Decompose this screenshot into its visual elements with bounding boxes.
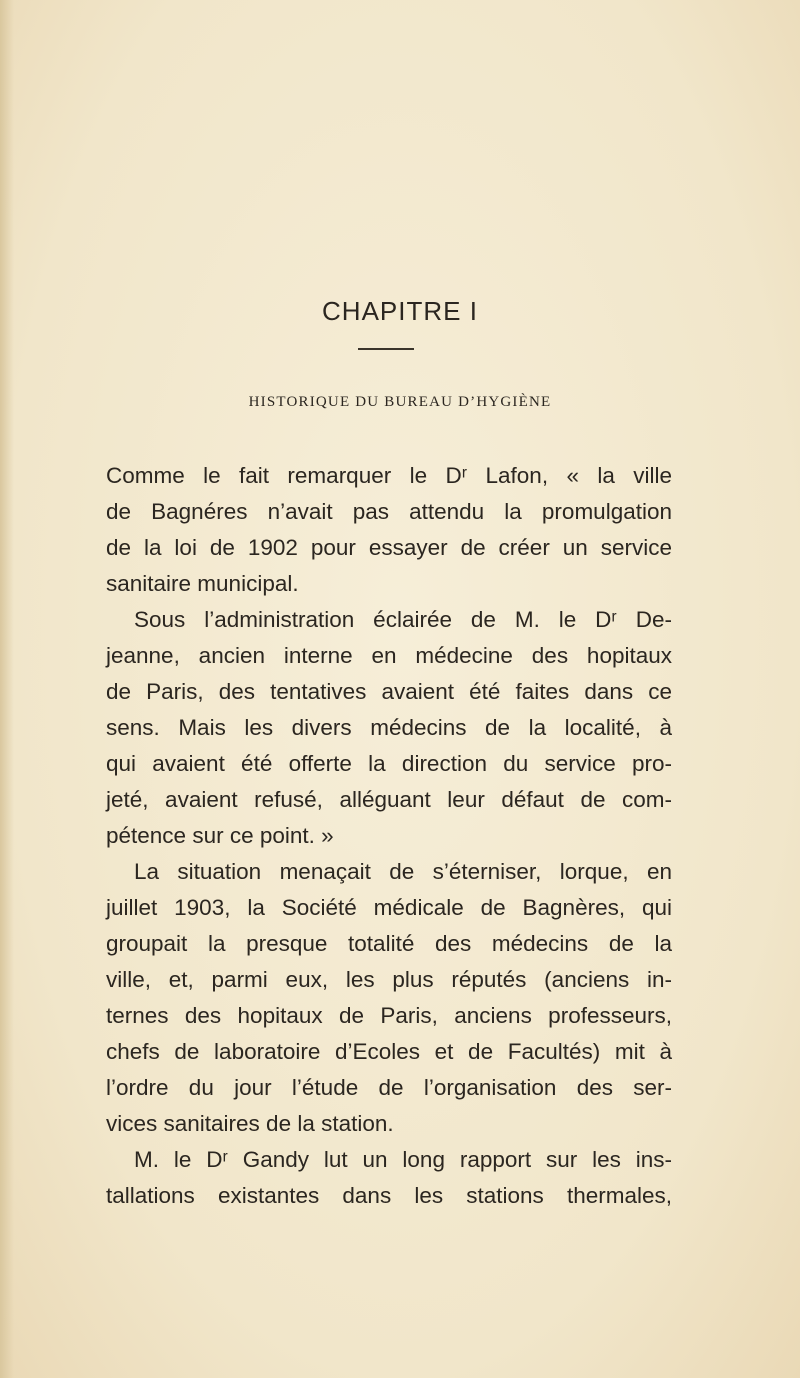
text-line: l’ordre du jour l’étude de l’organisation des ser-	[106, 1075, 672, 1100]
heading-rule	[358, 348, 414, 350]
text-line: sanitaire municipal.	[106, 571, 299, 596]
text-line: vices sanitaires de la station.	[106, 1111, 394, 1136]
text-line: ternes des hopitaux de Paris, anciens professeurs,	[106, 1003, 672, 1028]
text-line: Sous l’administration éclairée de M. le Dʳ De-	[134, 607, 672, 632]
text-line: sens. Mais les divers médecins de la localité, à	[106, 715, 672, 740]
text-line: de Paris, des tentatives avaient été faites dans ce	[106, 679, 672, 704]
text-line: juillet 1903, la Société médicale de Bagnères, qui	[106, 895, 672, 920]
text-line: La situation menaçait de s’éterniser, lorque, en	[134, 859, 672, 884]
page-edge-shadow	[0, 0, 14, 1378]
text-line: de la loi de 1902 pour essayer de créer un service	[106, 535, 672, 560]
text-line: ville, et, parmi eux, les plus réputés (anciens in-	[106, 967, 672, 992]
text-line: M. le Dʳ Gandy lut un long rapport sur les ins-	[134, 1147, 672, 1172]
section-title: HISTORIQUE DU BUREAU D’HYGIÈNE	[248, 394, 552, 410]
text-line: Comme le fait remarquer le Dʳ Lafon, « la ville	[106, 463, 672, 488]
text-line: qui avaient été offerte la direction du service pro-	[106, 751, 672, 776]
text-line: jeté, avaient refusé, alléguant leur défaut de com-	[106, 787, 672, 812]
chapter-heading: CHAPITRE I	[322, 296, 478, 326]
text-line: jeanne, ancien interne en médecine des hopitaux	[106, 643, 672, 668]
text-line: chefs de laboratoire d’Ecoles et de Facultés) mit à	[106, 1039, 672, 1064]
text-line: groupait la presque totalité des médecins de la	[106, 931, 672, 956]
text-line: tallations existantes dans les stations thermales,	[106, 1183, 672, 1208]
text-line: pétence sur ce point. »	[106, 823, 334, 848]
text-line: de Bagnéres n’avait pas attendu la promulgation	[106, 499, 672, 524]
